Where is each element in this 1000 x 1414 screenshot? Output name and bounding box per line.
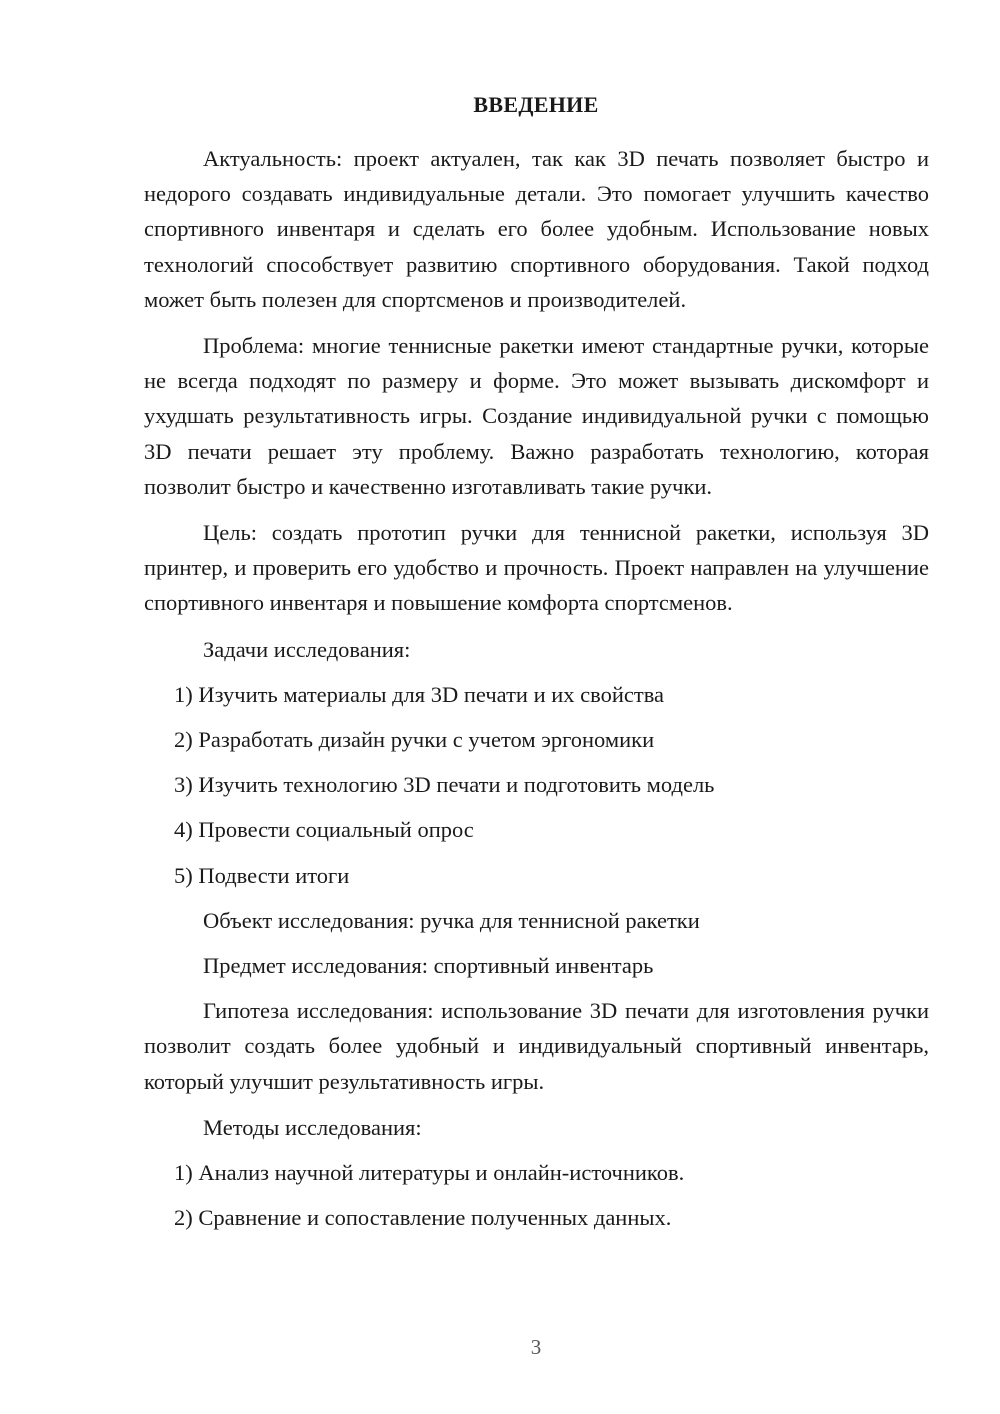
method-item-2: 2) Сравнение и сопоставление полученных данных.	[174, 1205, 672, 1231]
task-item-5: 5) Подвести итоги	[174, 862, 350, 888]
problem-paragraph: Проблема: многие теннисные ракетки имеют стандартные ручки, которые не всегда подходят по размеру и форме. Это может вызывать дискомфорт и ухудшать результативность игры. Создание индивидуальной ручки с помощью 3D печати решает эту проблему. Важно разработать технологию, которая позволит быстро и качественно изготавливать такие ручки.	[144, 333, 929, 499]
task-item-1: 1) Изучить материалы для 3D печати и их свойства	[174, 681, 665, 707]
task-item-2: 2) Разработать дизайн ручки с учетом эргономики	[174, 727, 655, 753]
method-item-1: 1) Анализ научной литературы и онлайн-источников.	[174, 1160, 685, 1186]
task-item-4: 4) Провести социальный опрос	[174, 817, 474, 843]
task-item-3: 3) Изучить технологию 3D печати и подготовить модель	[174, 772, 715, 798]
tasks-heading: Задачи исследования:	[203, 636, 411, 662]
page-title: ВВЕДЕНИЕ	[473, 92, 599, 117]
methods-heading: Методы исследования:	[203, 1114, 422, 1140]
document-body	[144, 141, 929, 1245]
research-subject: Предмет исследования: спортивный инвентарь	[203, 953, 654, 979]
goal-paragraph: Цель: создать прототип ручки для теннисной ракетки, используя 3D принтер, и проверить его удобство и прочность. Проект направлен на улучшение спортивного инвентаря и повышение комфорта спортсменов.	[144, 520, 929, 616]
research-object: Объект исследования: ручка для теннисной ракетки	[203, 907, 700, 933]
relevance-paragraph: Актуальность: проект актуален, так как 3D печать позволяет быстро и недорого создавать индивидуальные детали. Это помогает улучшить качество спортивного инвентаря и сделать его более удобным. Использование новых технологий способствует развитию спортивного оборудования. Такой подход может быть полезен для спортсменов и производителей.	[144, 146, 929, 312]
page-number: 3	[530, 1335, 542, 1359]
hypothesis-paragraph: Гипотеза исследования: использование 3D печати для изготовления ручки позволит создать более удобный и индивидуальный спортивный инвентарь, который улучшит результативность игры.	[144, 998, 929, 1094]
